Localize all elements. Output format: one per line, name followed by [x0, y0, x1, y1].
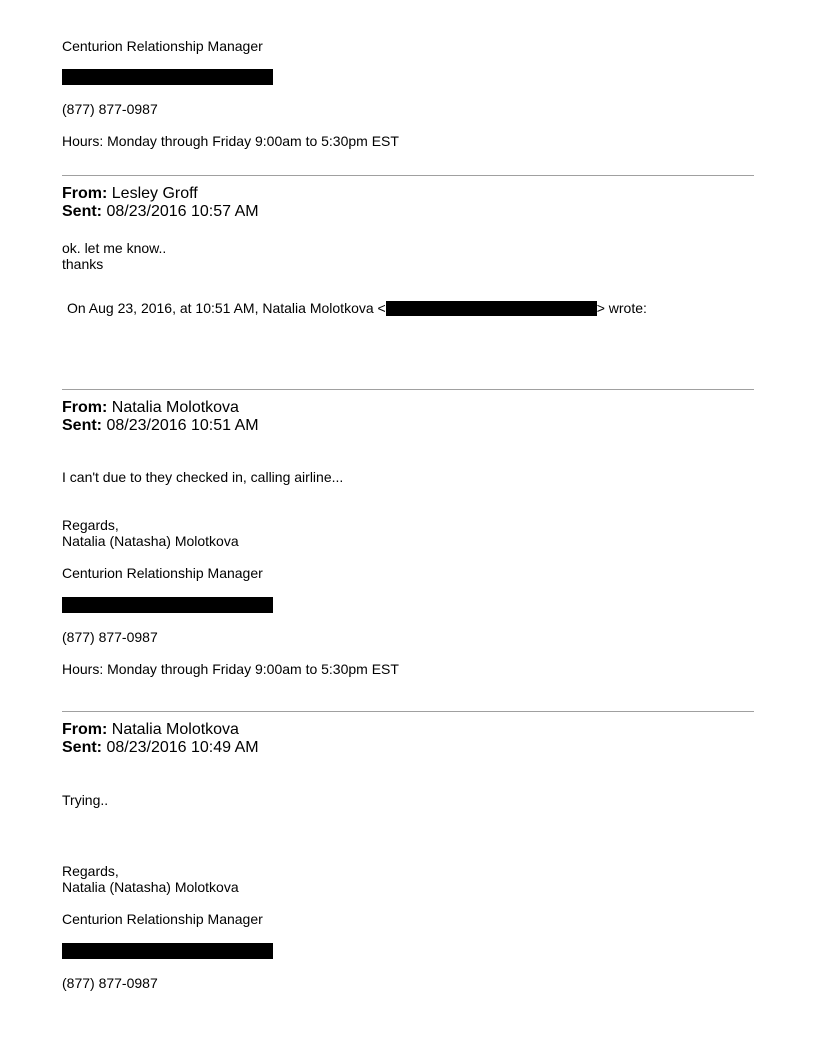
quote-prefix: On Aug 23, 2016, at 10:51 AM, Natalia Molotkova < [67, 300, 386, 316]
signature-phone: (877) 877-0987 [62, 101, 158, 117]
signature-hours: Hours: Monday through Friday 9:00am to 5:30pm EST [62, 133, 399, 149]
sent-label: Sent: [62, 417, 102, 434]
sent-value: 08/23/2016 10:49 AM [106, 739, 259, 756]
from-label: From: [62, 721, 108, 738]
signature-name: Natalia (Natasha) Molotkova [62, 879, 239, 895]
signature-title: Centurion Relationship Manager [62, 38, 263, 54]
message-body-line: Trying.. [62, 792, 109, 808]
sent-value: 08/23/2016 10:57 AM [106, 203, 259, 220]
message-sent [62, 417, 259, 435]
message-from [62, 185, 198, 203]
redacted-email [62, 69, 273, 85]
from-value: Lesley Groff [111, 185, 198, 202]
message-body-line: thanks [62, 256, 104, 272]
message-from [62, 399, 239, 417]
message-divider [62, 711, 754, 712]
signature-regards: Regards, [62, 863, 119, 879]
from-value: Natalia Molotkova [111, 721, 239, 738]
signature-phone: (877) 877-0987 [62, 629, 158, 645]
sent-label: Sent: [62, 739, 102, 756]
message-divider [62, 175, 754, 176]
quoted-header [67, 300, 647, 316]
redacted-email [386, 301, 597, 316]
message-from [62, 721, 239, 739]
message-body-line: I can't due to they checked in, calling airline... [62, 469, 344, 485]
message-body-line: ok. let me know.. [62, 240, 167, 256]
sent-value: 08/23/2016 10:51 AM [106, 417, 259, 434]
signature-hours: Hours: Monday through Friday 9:00am to 5:30pm EST [62, 661, 399, 677]
from-value: Natalia Molotkova [111, 399, 239, 416]
message-sent [62, 739, 259, 757]
message-sent [62, 203, 259, 221]
sent-label: Sent: [62, 203, 102, 220]
quote-suffix: > wrote: [596, 300, 647, 316]
message-divider [62, 389, 754, 390]
redacted-email [62, 943, 273, 959]
from-label: From: [62, 399, 108, 416]
signature-title: Centurion Relationship Manager [62, 565, 263, 581]
signature-phone: (877) 877-0987 [62, 975, 158, 991]
from-label: From: [62, 185, 108, 202]
signature-regards: Regards, [62, 517, 119, 533]
redacted-email [62, 597, 273, 613]
signature-title: Centurion Relationship Manager [62, 911, 263, 927]
signature-name: Natalia (Natasha) Molotkova [62, 533, 239, 549]
